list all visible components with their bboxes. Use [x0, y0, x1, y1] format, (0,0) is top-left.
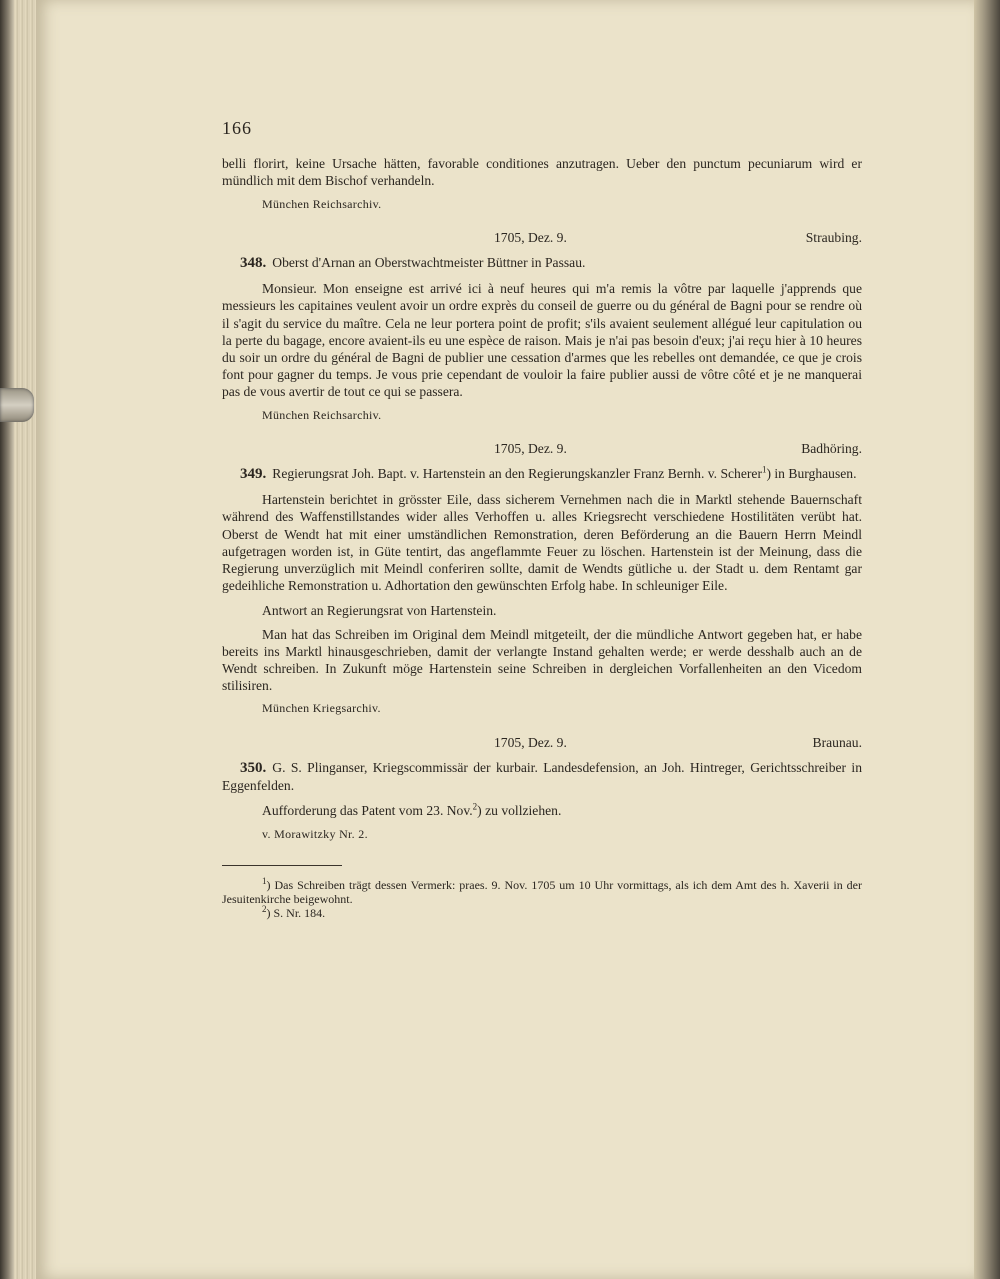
intro-text: belli florirt, keine Ursache hätten, favorable conditiones anzutragen. Ueber den punctum pecuniarum wird er mündlich mit dem Bischof verhandeln.: [222, 156, 862, 189]
entry-body-348: Monsieur. Mon enseigne est arrivé ici à neuf heures qui m'a remis la vôtre par laquelle j'apprends que messieurs les capitaines veulent avoir un ordre exprès du conseil de guerre ou du général de Bagni pour se rendre où il s'agit du service du maître. Cela ne leur portera point de profit; s'ils avaient seulement allégué leur capitulation ou la perte du bagage, encore avaient-ils eu une espèce de raison. Mais je n'ai pas besoin d'eux; j'ai reçu hier à 10 heures du soir un ordre du général de Bagni de publier une cessation d'armes que les rebelles ont demandée, ce que je crois font pour gagner du temps. Je vous prie cependant de vouloir la faire publier aussi de vôtre côté et je ne manquerai pas de vous avertir de tout ce qui se passera.: [222, 281, 862, 400]
intro-source: München Reichsarchiv.: [262, 196, 382, 211]
footnote-1: [222, 875, 862, 906]
reply-title: Antwort an Regierungsrat von Hartenstein.: [262, 603, 497, 619]
footnote-mark: 1: [262, 875, 267, 886]
page-clip: [0, 388, 34, 422]
reply-body: Man hat das Schreiben im Original dem Meindl mitgeteilt, der die mündliche Antwort gegeben hat, er habe bereits ins Marktl hinausgeschrieben, damit der verlangte Instand gehalten werde; er werde desshalb auch an de Wendt schreiben. In Zukunft möge Hartenstein seine Schreiben in dergleichen Vorfallenheiten an den Vicedom stilisiren.: [222, 626, 862, 694]
right-page-edge: [974, 0, 1000, 1279]
entry-source-350: v. Morawitzky Nr. 2.: [262, 826, 368, 841]
footnote-text: ) S. Nr. 184.: [266, 905, 326, 920]
footnote-2: [222, 903, 862, 920]
footnote-ref: 2: [472, 801, 478, 812]
entry-heading-349: [222, 465, 862, 483]
dateline-350: [222, 734, 862, 751]
entry-number: 350.: [240, 759, 267, 776]
entry-heading-text: G. S. Plinganser, Kriegscommissär der kurbair. Landesdefension, an Joh. Hintreger, Gerichtsschreiber in Eggenfelden.: [222, 759, 862, 794]
entry-source-349: München Kriegsarchiv.: [262, 701, 381, 716]
page-number: 166: [222, 118, 252, 138]
entry-place: Badhöring.: [801, 440, 862, 456]
dateline-349: [222, 440, 862, 457]
entry-number: 348.: [240, 255, 267, 272]
entry-number: 349.: [240, 466, 267, 483]
body-text-tail: ) zu vollziehen.: [477, 803, 562, 819]
book-binding-edge: [0, 0, 14, 1279]
left-page-stack: [14, 0, 36, 1279]
page-content: [222, 120, 862, 920]
entry-body-350: [222, 802, 862, 819]
entry-heading-text: Regierungsrat Joh. Bapt. v. Hartenstein an den Regierungskanzler Franz Bernh. v. Scherer: [272, 466, 762, 482]
entry-heading-tail: ) in Burghausen.: [766, 466, 857, 482]
entry-heading-text: Oberst d'Arnan an Oberstwachtmeister Büttner in Passau.: [272, 255, 586, 271]
entry-date: 1705, Dez. 9.: [494, 734, 567, 750]
dateline-348: [222, 229, 862, 246]
entry-heading-350: [222, 759, 862, 794]
entry-date: 1705, Dez. 9.: [494, 229, 567, 245]
footnote-rule: [222, 865, 342, 866]
entry-date: 1705, Dez. 9.: [494, 440, 567, 456]
entry-source-348: München Reichsarchiv.: [262, 407, 382, 422]
entry-body-349: Hartenstein berichtet in grösster Eile, dass sicherem Vernehmen nach die in Marktl stehende Bauernschaft während des Waffenstillstandes wider alles Verhoffen u. alles Kriegsrecht verschiedene Hostilitäten verübt hat. Oberst de Wendt hat mit einer umständlichen Remonstration, deren Beförderung an die Bauern Herrn Meindl aufgetragen worden ist, in Güte tentirt, das angeflammte Feuer zu löschen. Hartenstein ist der Meinung, dass die Regierung unverzüglich mit Meindl conferiren sollte, damit de Wendts gütliche u. der Stadt u. dem Rentamt gar gedeihliche Remonstration u. Adhortation den gewünschten Erfolg habe. In schleuniger Eile.: [222, 492, 862, 594]
entry-place: Braunau.: [812, 734, 862, 750]
footnote-ref: 1: [761, 464, 767, 475]
entry-heading-348: [222, 254, 862, 272]
footnote-mark: 2: [262, 903, 267, 914]
body-text: Aufforderung das Patent vom 23. Nov.: [262, 803, 473, 819]
entry-place: Straubing.: [805, 229, 862, 245]
footnote-text: ) Das Schreiben trägt dessen Vermerk: praes. 9. Nov. 1705 um 10 Uhr vormittags, als ich dem Amt des h. Xaverii in der Jesuitenkirche beigewohnt.: [222, 877, 862, 906]
